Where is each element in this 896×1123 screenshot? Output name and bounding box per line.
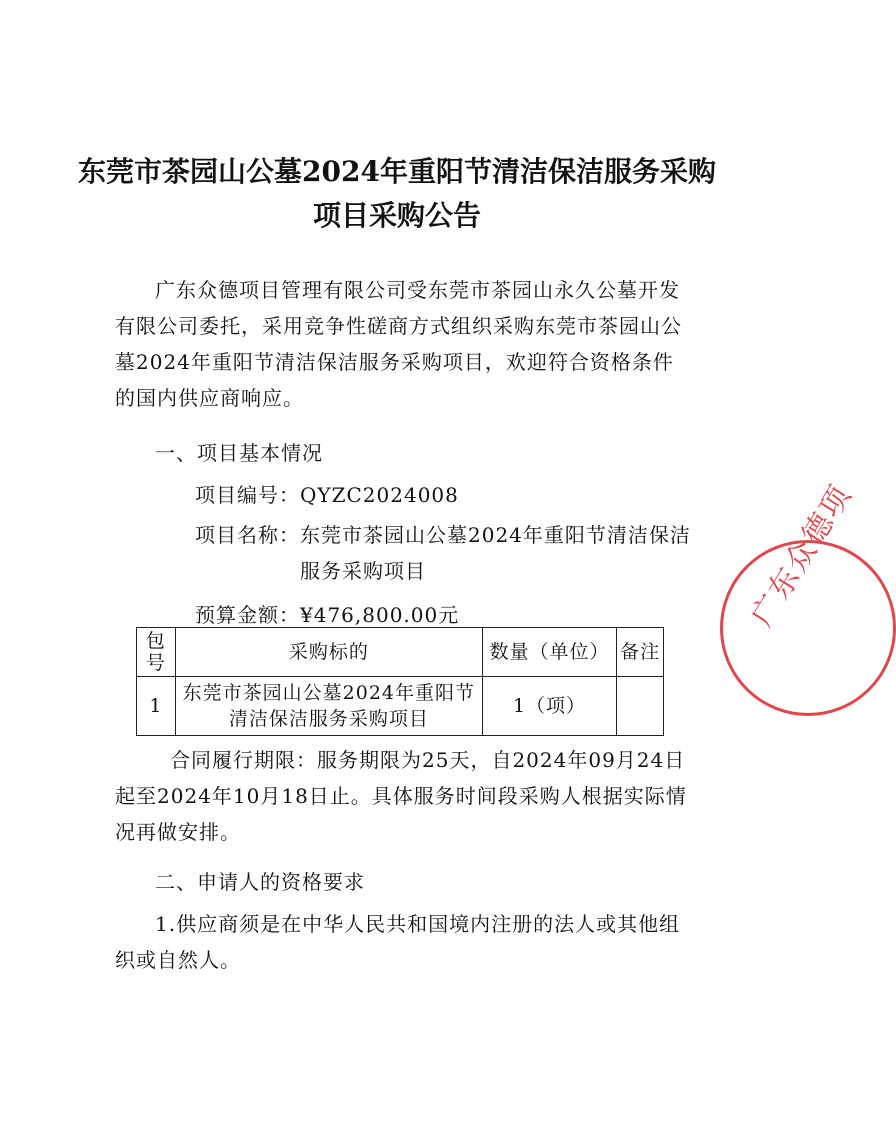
table-header-row — [137, 628, 664, 677]
procurement-table — [136, 627, 664, 736]
header-package: 包号 — [137, 628, 176, 677]
cell-package: 1 — [137, 677, 176, 736]
header-item: 采购标的 — [175, 628, 482, 677]
header-quantity: 数量（单位） — [482, 628, 616, 677]
document-title: 东莞市茶园山公墓2024年重阳节清洁保洁服务采购项目采购公告 — [78, 155, 716, 232]
seal-text: 广东众德项 — [744, 478, 860, 633]
budget-amount: 预算金额：¥476,800.00元 — [195, 603, 460, 627]
requirement-1: 1.供应商须是在中华人民共和国境内注册的法人或其他组织或自然人。 — [115, 912, 681, 972]
project-number: 项目编号：QYZC2024008 — [195, 483, 459, 507]
contract-period: 合同履行期限：服务期限为25天，自2024年09月24日起至2024年10月18日止。具体服务时间段采购人根据实际情况再做安排。 — [115, 748, 687, 844]
project-name-value: 东莞市茶园山公墓2024年重阳节清洁保洁服务采购项目 — [300, 523, 691, 583]
section-heading-qualifications: 二、申请人的资格要求 — [155, 870, 365, 894]
intro-paragraph: 广东众德项目管理有限公司受东莞市茶园山永久公墓开发有限公司委托，采用竞争性磋商方式组织采购东莞市茶园山公墓2024年重阳节清洁保洁服务采购项目，欢迎符合资格条件的国内供应商响应。 — [115, 278, 682, 410]
cell-item: 东莞市茶园山公墓2024年重阳节清洁保洁服务采购项目 — [175, 677, 482, 736]
section-heading-basic-info: 一、项目基本情况 — [155, 441, 323, 465]
project-name-label: 项目名称： — [195, 523, 300, 547]
cell-note — [617, 677, 664, 736]
header-note: 备注 — [617, 628, 664, 677]
cell-quantity: 1（项） — [482, 677, 616, 736]
project-name — [195, 517, 700, 589]
table-row — [137, 677, 664, 736]
